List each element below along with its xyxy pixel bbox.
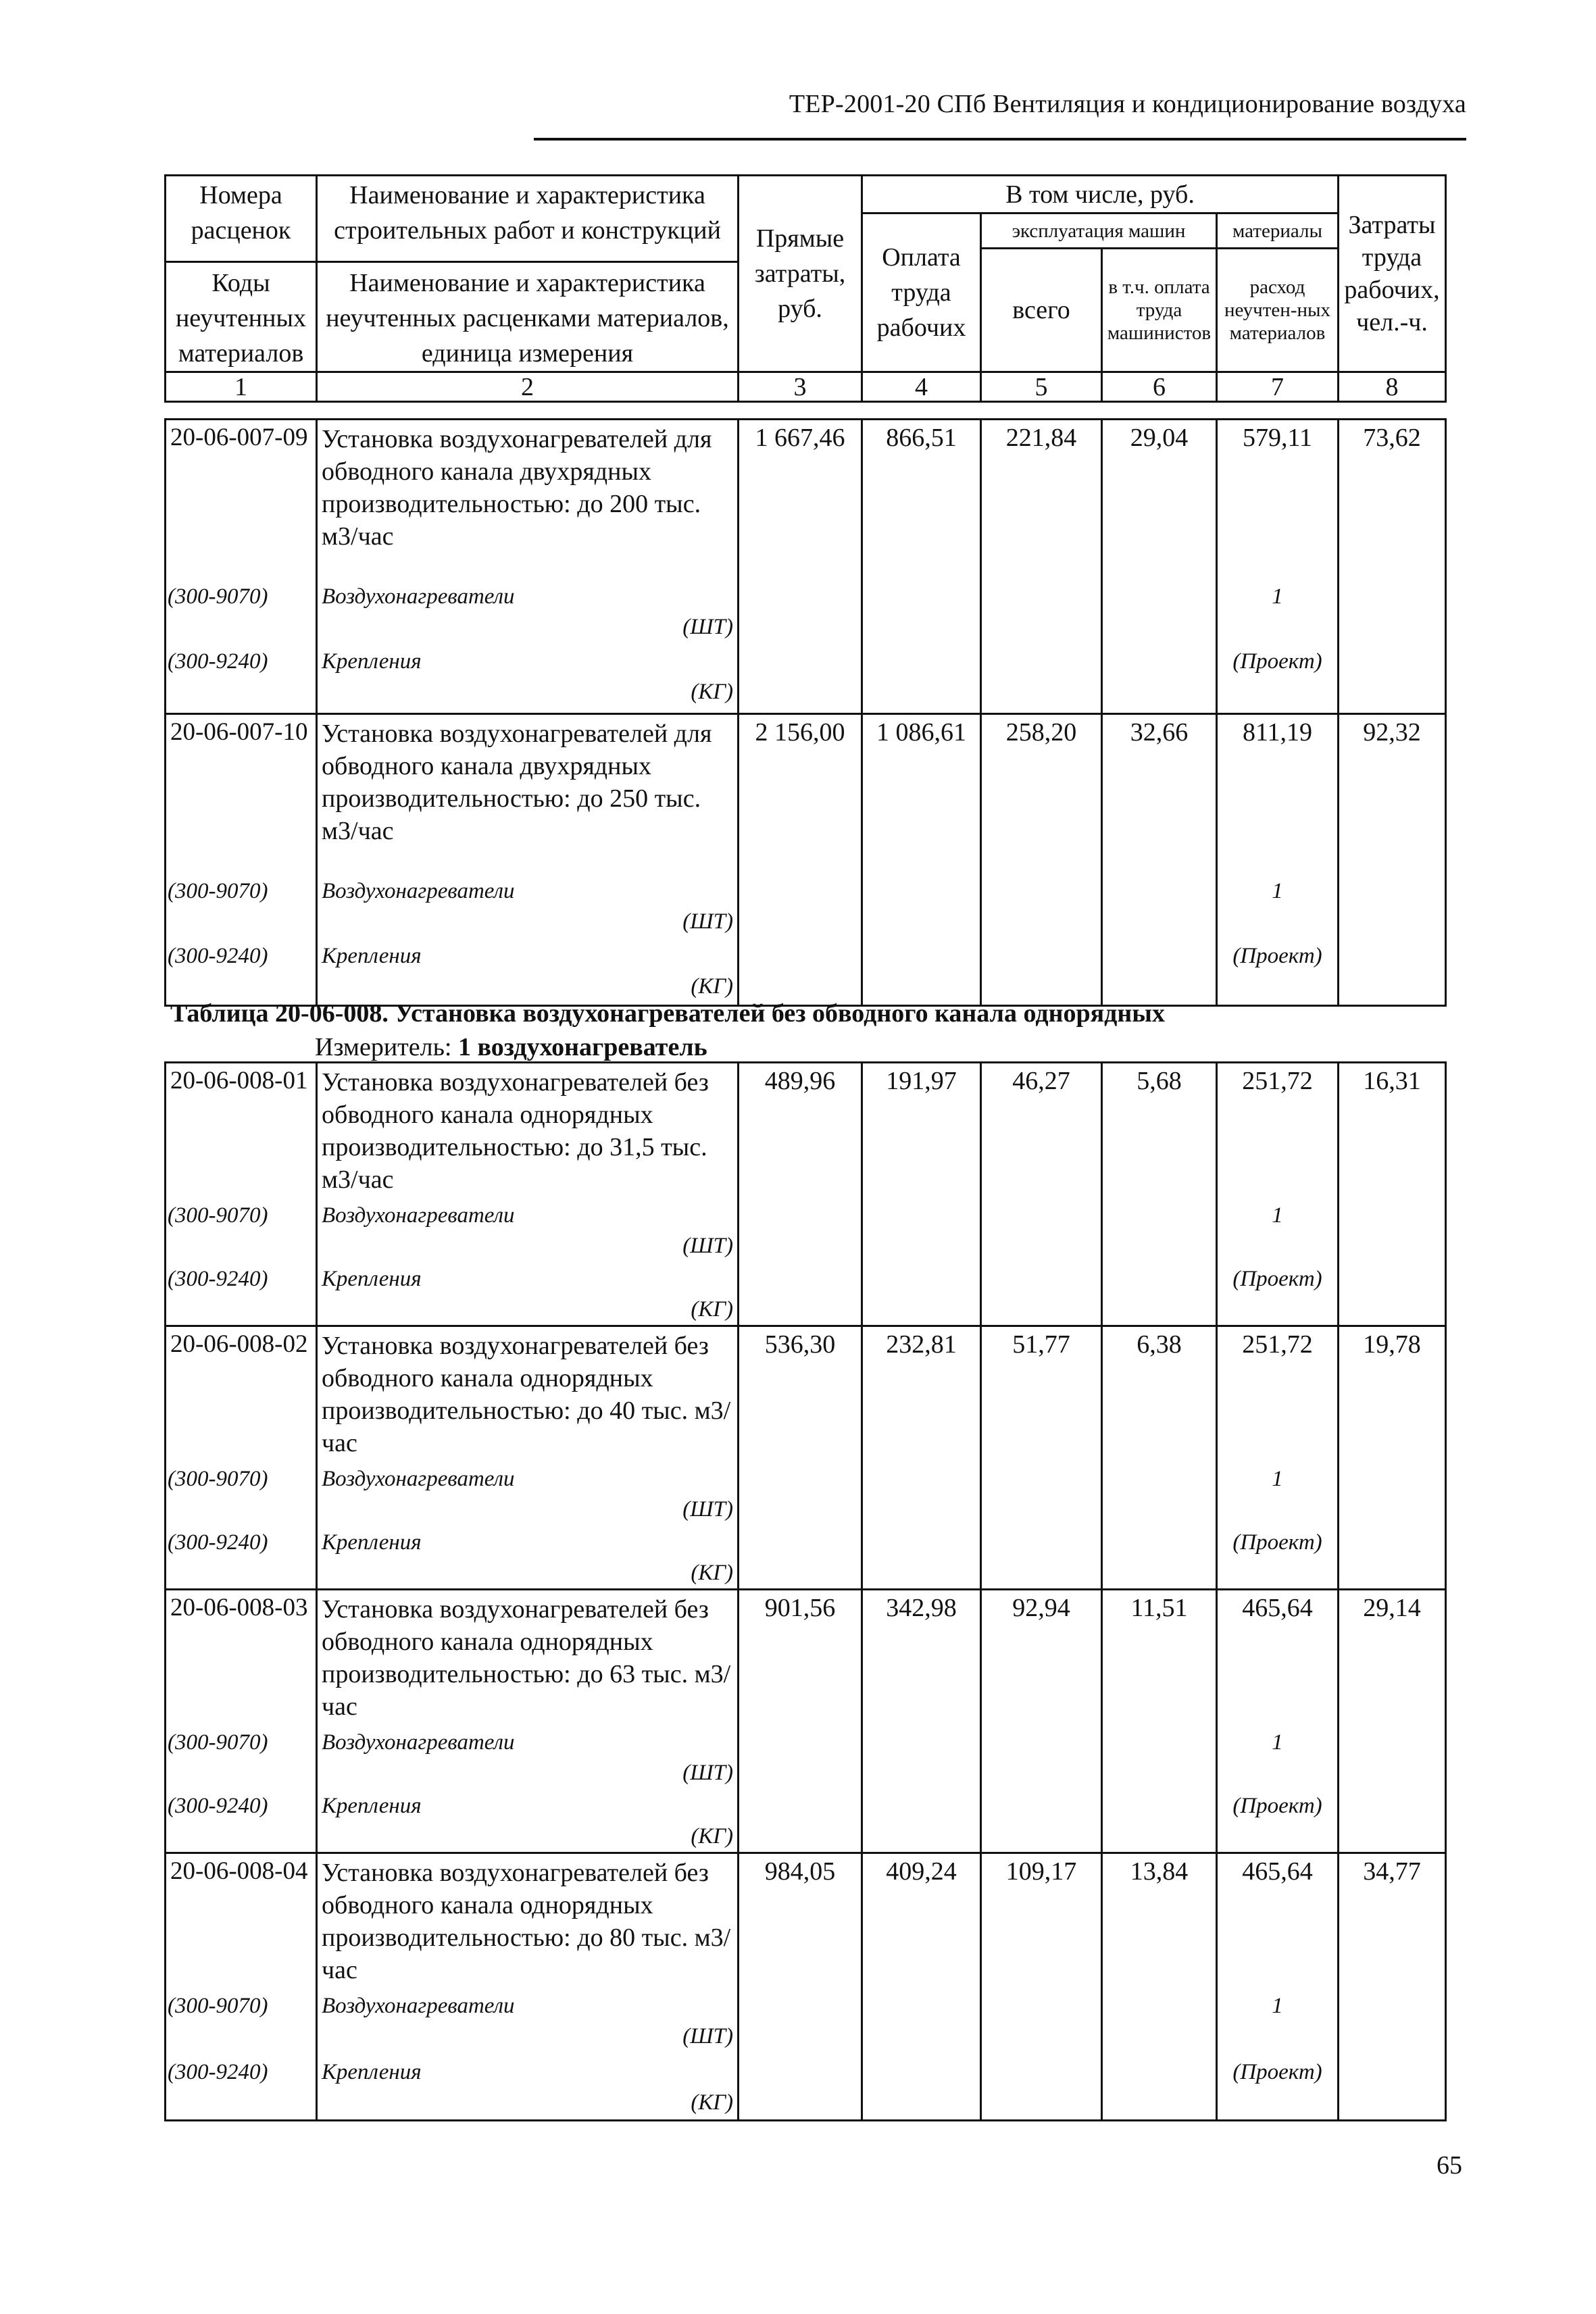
material-unit: (КГ)	[691, 974, 733, 999]
rate-description: Установка воздухонагревателей без обводного канала однорядных производительностью: до 31,5 тыс. м3/час	[317, 1063, 739, 1198]
material-name: Воздухонагреватели	[322, 878, 515, 903]
material-code: (300-9070)	[166, 1198, 317, 1261]
material-qty: 1	[1217, 1725, 1339, 1788]
materials-cost: 251,72	[1217, 1063, 1339, 1198]
material-unit: (КГ)	[691, 1560, 733, 1585]
material-row	[166, 1725, 1446, 1788]
group-header: В том числе, руб.	[862, 176, 1339, 213]
material-code: (300-9070)	[166, 874, 317, 938]
labor-hours: 29,14	[1339, 1590, 1446, 1725]
col1-top-header: Номера расценок	[191, 181, 291, 245]
material-code: (300-9240)	[166, 1261, 317, 1326]
machines-total: 221,84	[981, 420, 1102, 579]
direct-cost: 984,05	[739, 1853, 862, 1988]
material-qty: (Проект)	[1217, 1261, 1339, 1326]
page-number: 65	[1437, 2151, 1462, 2180]
measurer-value: 1 воздухонагреватель	[458, 1033, 707, 1061]
material-code: (300-9240)	[166, 644, 317, 714]
material-code: (300-9240)	[166, 1525, 317, 1590]
machines-total: 46,27	[981, 1063, 1102, 1198]
labor-cost: 866,51	[862, 420, 981, 579]
machinists-pay: 29,04	[1102, 420, 1217, 579]
machines-total: 51,77	[981, 1326, 1102, 1461]
material-qty: (Проект)	[1217, 1525, 1339, 1590]
material-name: Воздухонагреватели	[322, 584, 515, 609]
col1-bottom-header: Коды неучтенных материалов	[175, 269, 307, 368]
material-row	[166, 874, 1446, 938]
rate-code: 20-06-008-03	[166, 1590, 317, 1725]
rate-code: 20-06-008-02	[166, 1326, 317, 1461]
rate-code: 20-06-007-10	[166, 714, 317, 874]
rate-description: Установка воздухонагревателей без обводного канала однорядных производительностью: до 63 тыс. м3/час	[317, 1590, 739, 1725]
material-unit: (ШТ)	[682, 2023, 733, 2048]
measurer-line	[315, 1032, 707, 1062]
material-unit: (КГ)	[691, 679, 733, 704]
header-rule	[534, 138, 1466, 141]
material-code: (300-9070)	[166, 1725, 317, 1788]
material-qty: (Проект)	[1217, 2055, 1339, 2121]
table-top-body	[164, 418, 1447, 1007]
material-qty: 1	[1217, 579, 1339, 644]
material-name: Крепления	[322, 649, 422, 674]
material-name: Воздухонагреватели	[322, 1993, 515, 2018]
material-code: (300-9070)	[166, 1461, 317, 1525]
table-header	[164, 174, 1447, 403]
machines-total: 109,17	[981, 1853, 1102, 1988]
direct-cost: 2 156,00	[739, 714, 862, 874]
col6-header: в т.ч. оплата труда машинистов	[1102, 249, 1217, 372]
direct-cost: 1 667,46	[739, 420, 862, 579]
material-unit: (ШТ)	[682, 1496, 733, 1521]
material-row	[166, 1261, 1446, 1326]
col-number: 2	[317, 372, 739, 402]
materials-cost: 811,19	[1217, 714, 1339, 874]
material-name: Крепления	[322, 1530, 422, 1555]
material-unit: (КГ)	[691, 2090, 733, 2115]
rate-description: Установка воздухонагревателей без обводного канала однорядных производительностью: до 80 тыс. м3/час	[317, 1853, 739, 1988]
col-number: 3	[739, 372, 862, 402]
labor-cost: 232,81	[862, 1326, 981, 1461]
col4-header: Оплата труда рабочих	[862, 213, 981, 372]
machines-total: 258,20	[981, 714, 1102, 874]
material-unit: (ШТ)	[682, 909, 733, 934]
col2-bottom-header: Наименование и характеристика неучтенных расценками материалов, единица измерения	[326, 269, 729, 368]
direct-cost: 536,30	[739, 1326, 862, 1461]
material-unit: (КГ)	[691, 1297, 733, 1322]
material-unit: (ШТ)	[682, 1760, 733, 1785]
material-row	[166, 1461, 1446, 1525]
material-code: (300-9240)	[166, 938, 317, 1006]
col-number: 7	[1217, 372, 1339, 402]
section-title: Таблица 20-06-008. Установка воздухонагревателей без обводного канала однорядных	[170, 999, 1165, 1028]
col8-header: Затраты труда рабочих, чел.-ч.	[1339, 176, 1446, 372]
document-header-title: ТЕР-2001-20 СПб Вентиляция и кондиционирование воздуха	[789, 90, 1466, 118]
labor-cost: 191,97	[862, 1063, 981, 1198]
materials-cost: 251,72	[1217, 1326, 1339, 1461]
table-row	[166, 1063, 1446, 1198]
material-unit: (ШТ)	[682, 614, 733, 639]
material-qty: (Проект)	[1217, 644, 1339, 714]
material-code: (300-9240)	[166, 2055, 317, 2121]
table-row	[166, 420, 1446, 579]
material-unit: (ШТ)	[682, 1233, 733, 1258]
material-qty: (Проект)	[1217, 1788, 1339, 1853]
col-number: 4	[862, 372, 981, 402]
table-row	[166, 1590, 1446, 1725]
labor-hours: 16,31	[1339, 1063, 1446, 1198]
material-code: (300-9240)	[166, 1788, 317, 1853]
material-row	[166, 2055, 1446, 2121]
materials-cost: 465,64	[1217, 1853, 1339, 1988]
rate-code: 20-06-007-09	[166, 420, 317, 579]
material-qty: 1	[1217, 874, 1339, 938]
direct-cost: 901,56	[739, 1590, 862, 1725]
material-qty: 1	[1217, 1988, 1339, 2055]
labor-hours: 73,62	[1339, 420, 1446, 579]
labor-cost: 409,24	[862, 1853, 981, 1988]
material-row	[166, 1788, 1446, 1853]
materials-cost: 579,11	[1217, 420, 1339, 579]
col7-header: расход неучтен-ных материалов	[1217, 249, 1339, 372]
materials-cost: 465,64	[1217, 1590, 1339, 1725]
col-number: 5	[981, 372, 1102, 402]
material-code: (300-9070)	[166, 579, 317, 644]
material-name: Воздухонагреватели	[322, 1730, 515, 1755]
material-name: Крепления	[322, 2059, 422, 2084]
material-row	[166, 644, 1446, 714]
material-qty: (Проект)	[1217, 938, 1339, 1006]
col-number: 8	[1339, 372, 1446, 402]
rate-code: 20-06-008-01	[166, 1063, 317, 1198]
machinists-pay: 13,84	[1102, 1853, 1217, 1988]
table-row	[166, 714, 1446, 874]
material-row	[166, 1525, 1446, 1590]
material-name: Воздухонагреватели	[322, 1203, 515, 1228]
materials-header: материалы	[1217, 213, 1339, 249]
table-row	[166, 1326, 1446, 1461]
labor-cost: 1 086,61	[862, 714, 981, 874]
material-row	[166, 579, 1446, 644]
labor-cost: 342,98	[862, 1590, 981, 1725]
material-name: Крепления	[322, 1266, 422, 1291]
material-name: Крепления	[322, 1793, 422, 1818]
rate-description: Установка воздухонагревателей без обводного канала однорядных производительностью: до 40 тыс. м3/час	[317, 1326, 739, 1461]
table-bottom-body	[164, 1061, 1447, 2121]
material-code: (300-9070)	[166, 1988, 317, 2055]
col2-top-header: Наименование и характеристика строительных работ и конструкций	[334, 181, 721, 245]
table-row	[166, 1853, 1446, 1988]
machinists-pay: 6,38	[1102, 1326, 1217, 1461]
machinists-pay: 5,68	[1102, 1063, 1217, 1198]
machines-header: эксплуатация машин	[981, 213, 1217, 249]
labor-hours: 92,32	[1339, 714, 1446, 874]
measurer-label: Измеритель:	[315, 1033, 452, 1061]
rate-description: Установка воздухонагревателей для обводного канала двухрядных производительностью: до 250 тыс. м3/час	[317, 714, 739, 874]
machinists-pay: 11,51	[1102, 1590, 1217, 1725]
material-row	[166, 1988, 1446, 2055]
material-qty: 1	[1217, 1198, 1339, 1261]
direct-cost: 489,96	[739, 1063, 862, 1198]
material-qty: 1	[1217, 1461, 1339, 1525]
col5-header: всего	[981, 249, 1102, 372]
material-unit: (КГ)	[691, 1823, 733, 1848]
labor-hours: 19,78	[1339, 1326, 1446, 1461]
col-number: 1	[166, 372, 317, 402]
material-name: Воздухонагреватели	[322, 1466, 515, 1491]
material-row	[166, 938, 1446, 1006]
rate-code: 20-06-008-04	[166, 1853, 317, 1988]
labor-hours: 34,77	[1339, 1853, 1446, 1988]
machines-total: 92,94	[981, 1590, 1102, 1725]
machinists-pay: 32,66	[1102, 714, 1217, 874]
rate-description: Установка воздухонагревателей для обводного канала двухрядных производительностью: до 200 тыс. м3/час	[317, 420, 739, 579]
col3-header: Прямые затраты, руб.	[739, 176, 862, 372]
material-row	[166, 1198, 1446, 1261]
col-number: 6	[1102, 372, 1217, 402]
material-name: Крепления	[322, 943, 422, 968]
